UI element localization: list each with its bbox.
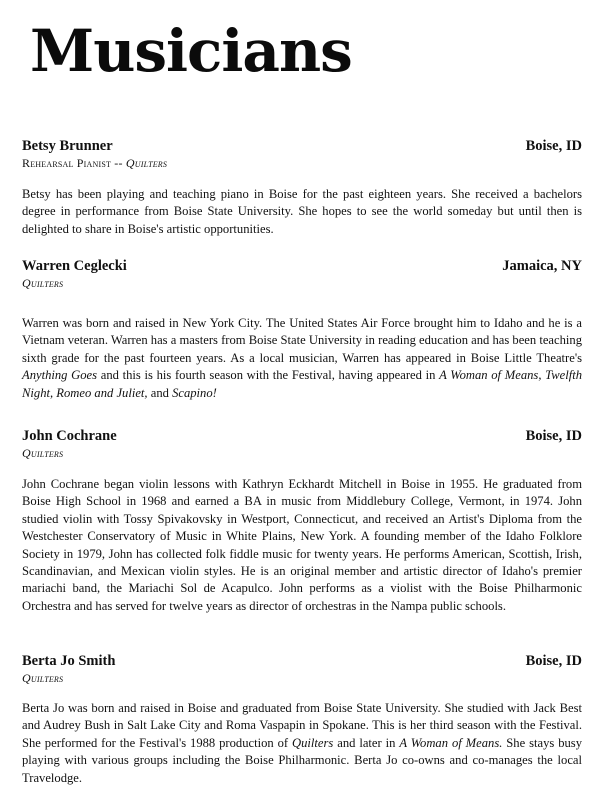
musician-name: John Cochrane — [22, 428, 117, 444]
bio-text: Warren was born and raised in New York City. The United States Air Force brought him to Idaho and he is a Vietnam veteran. Warren has a masters from Boise State University in reading education and has been teaching sixth grade for the past fourteen years. As a local musician, Warren has appeared in Boise Little Theatre's — [22, 316, 582, 365]
musician-bio — [22, 315, 582, 402]
name-row — [22, 138, 582, 156]
musician-role — [22, 276, 582, 291]
page-title: Musicians — [30, 17, 352, 85]
musician-role — [22, 671, 582, 686]
musician-name: Warren Ceglecki — [22, 258, 127, 274]
role-show: Quilters — [22, 276, 64, 290]
bio-show-title: A Woman of Means, Twelfth Night, Romeo and Juliet, — [22, 368, 583, 400]
role-show: Quilters — [22, 671, 64, 685]
bio-show-title: Scapino! — [172, 385, 217, 400]
musician-location: Boise, ID — [525, 138, 582, 154]
musician-location: Jamaica, NY — [502, 258, 582, 274]
program-page — [22, 0, 582, 800]
bio-text: Berta Jo was born and raised in Boise and graduated from Boise State University. She studied with Jack Best and Audrey Bush in Salt Lake City and Roma Vaspapin in Spokane. This is her third season with the Festival. She performed for the Festival's 1988 production of — [22, 701, 582, 750]
bio-text: She stays busy playing with various groups including the Boise Philharmonic. Berta Jo co-owns and co-manages the local Travelodge. — [22, 735, 583, 785]
musician-role — [22, 446, 582, 461]
bio-show-title: A Woman of Means. — [399, 735, 503, 750]
musician-entry — [22, 653, 582, 787]
name-row — [22, 258, 582, 276]
name-row — [22, 428, 582, 446]
bio-text: and this is his fourth season with the Festival, having appeared in — [97, 368, 440, 383]
musician-name: Berta Jo Smith — [22, 653, 116, 669]
bio-text: and later in — [333, 735, 400, 750]
musician-bio — [22, 186, 582, 238]
musician-name: Betsy Brunner — [22, 138, 113, 154]
musician-location: Boise, ID — [525, 428, 582, 444]
musician-location: Boise, ID — [525, 653, 582, 669]
musician-entry — [22, 258, 582, 402]
bio-text: Betsy has been playing and teaching piano in Boise for the past eighteen years. She received a bachelors degree in performance from Boise State University. She hopes to see the world someday but until then is delighted to share in Boise's artistic opportunities. — [22, 187, 582, 236]
musician-entry — [22, 428, 582, 615]
bio-show-title: Quilters — [292, 735, 334, 750]
role-show: Quilters — [125, 156, 168, 170]
role-show: Quilters — [22, 446, 64, 460]
bio-show-title: Anything Goes — [22, 368, 98, 383]
musician-role — [22, 156, 582, 171]
musician-bio — [22, 700, 582, 787]
bio-text: John Cochrane began violin lessons with Kathryn Eckhardt Mitchell in Boise in 1955. He graduated from Boise High School in 1968 and earned a BA in music from Middlebury College, Vermont, in 1974. John studied violin with Tossy Spivakovsky in Westport, Connecticut, and received an Artist's Diploma from the Westchester Conservatory of Music in White Plains, New York. A founding member of the Idaho Folklore Society in 1979, John has collected folk fiddle music for twenty years. He performs American, Scottish, Irish, Scandinavian, and Mexican violin styles. He is an original member and artistic director of Idaho's premier mariachi band, the Mariachi Sol de Acapulco. John performs as a violist with the Boise Philharmonic Orchestra and has served for twelve years as director of orchestras in the Nampa public schools. — [22, 477, 582, 613]
name-row — [22, 653, 582, 671]
bio-text: and — [147, 385, 173, 400]
role-title: Rehearsal Pianist -- — [22, 156, 126, 170]
musician-bio — [22, 476, 582, 615]
musician-entry — [22, 138, 582, 238]
